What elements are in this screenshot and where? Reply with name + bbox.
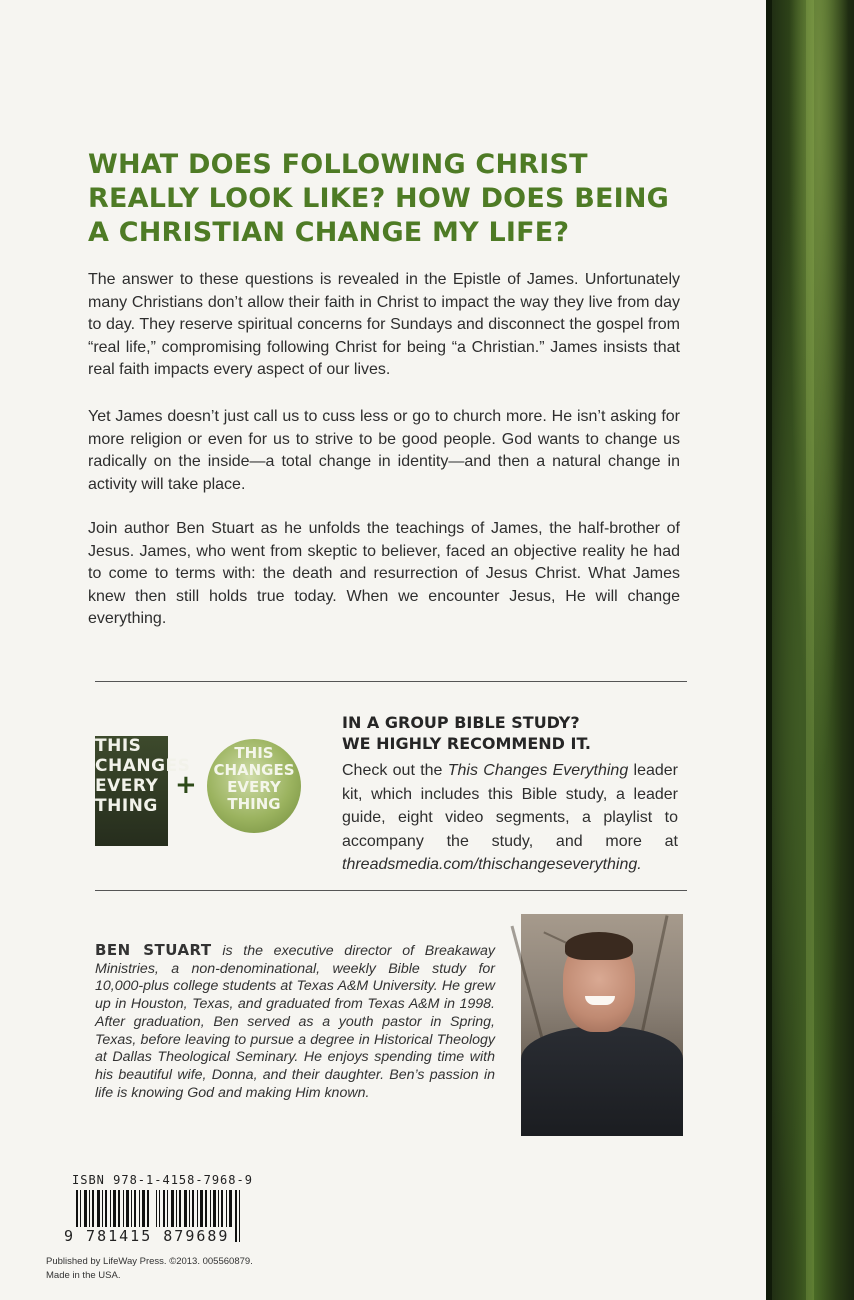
dvd-disc-thumbnail (207, 739, 301, 833)
divider-top (95, 681, 687, 682)
disc-word: CHANGES (213, 761, 295, 779)
headline: WHAT DOES FOLLOWING CHRIST REALLY LOOK LIKE? HOW DOES BEING A CHRISTIAN CHANGE MY LIFE? (88, 149, 670, 248)
plus-sign: + (175, 770, 197, 800)
barcode-number: 9 781415 879689 (60, 1227, 233, 1245)
origin-line: Made in the USA. (46, 1270, 121, 1281)
promo-heading-line-2: WE HIGHLY RECOMMEND IT. (342, 734, 591, 753)
promo-body-text: leader kit, which includes this Bible study, a leader guide, eight video segments, a playlist to accompany the study, and more at (342, 762, 679, 850)
isbn-label: ISBN 978-1-4158-7968-9 (72, 1173, 253, 1187)
cover-word: EVERY (95, 776, 159, 796)
promo-heading (342, 712, 682, 754)
publisher-info (46, 1255, 253, 1283)
author-name: BEN STUART (95, 941, 212, 959)
publisher-line: Published by LifeWay Press. ©2013. 005560879. (46, 1256, 253, 1267)
disc-word: EVERY (227, 778, 281, 796)
divider-bottom (95, 890, 687, 891)
cover-spine-edge (766, 0, 854, 1300)
cover-word: THING (95, 796, 158, 816)
author-photo (521, 914, 683, 1130)
disc-word: THING (227, 795, 281, 813)
study-title: This Changes Everything (447, 762, 629, 779)
promo-body-text: Check out the (342, 762, 448, 779)
intro-paragraph-2: Yet James doesn’t just call us to cuss less or go to church more. He isn’t asking for more religion or even for us to strive to be good people. God wants to change us radically on the inside—a total change in identity—and then a natural change in activity will take place. (88, 408, 680, 493)
cover-word: THIS (95, 736, 142, 756)
promo-body (342, 759, 678, 877)
promo-heading-line-1: IN A GROUP BIBLE STUDY? (342, 713, 580, 732)
author-bio-text: is the executive director of Breakaway Ministries, a non-denominational, weekly Bible study for 10,000-plus college students at Texas A&M University. He grew up in Houston, Texas, and graduated from Texas A&M in 1998. After graduation, Ben served as a youth pastor in Spring, Texas, before leaving to pursue a degree in Historical Theology at Dallas Theological Seminary. He enjoys spending time with his beautiful wife, Donna, and their daughter. Ben’s passion in life is knowing God and making Him known. (95, 943, 495, 1101)
book-cover-thumbnail (95, 736, 191, 846)
intro-paragraph-1: The answer to these questions is revealed in the Epistle of James. Unfortunately many Christians don’t allow their faith in Christ to impact the way they live from day to day. They reserve spiritual concerns for Sundays and disconnect the gospel from “real life,” compromising following Christ for being “a Christian.” James insists that real faith impacts every aspect of our lives. (88, 271, 680, 378)
cover-word: CHANGES (95, 756, 191, 776)
website-url: threadsmedia.com/thischangeseverything. (342, 856, 642, 873)
disc-word: THIS (234, 744, 274, 762)
author-bio (95, 942, 495, 1102)
intro-paragraph-3: Join author Ben Stuart as he unfolds the teachings of James, the half-brother of Jesus. James, who went from skeptic to believer, faced an objective reality he had to come to terms with: the death and resurrection of Jesus Christ. What James knew then still holds true today. When we encounter Jesus, He will change everything. (88, 520, 680, 627)
